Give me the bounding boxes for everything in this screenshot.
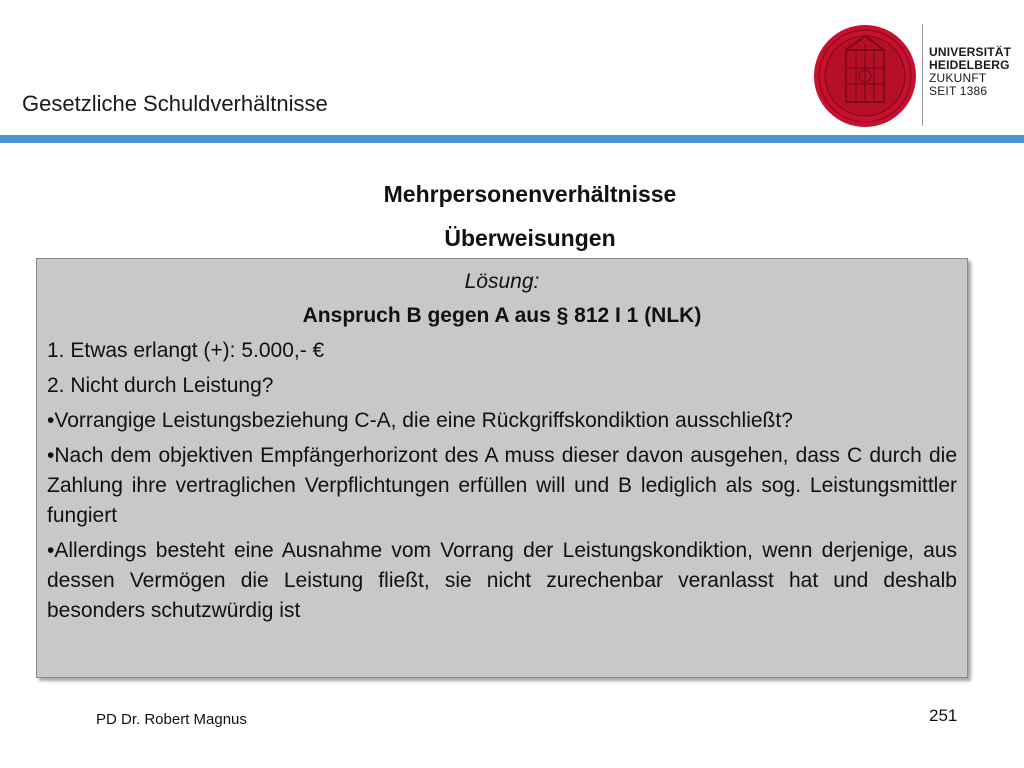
slide-subtitle: Überweisungen <box>444 225 616 251</box>
content-bullet-3: •Allerdings besteht eine Ausnahme vom Vorrang der Leistungskondiktion, wenn derjenige, aus dessen Vermögen die Leistung fließt, sie nicht zurechenbar veranlasst hat und deshalb besonders schutzwürdig ist <box>47 539 957 622</box>
university-seal-icon <box>813 24 917 128</box>
university-logo-text <box>929 46 1011 98</box>
header-accent-bar <box>0 135 1024 143</box>
footer-author: PD Dr. Robert Magnus <box>96 711 247 728</box>
content-bullet-2: •Nach dem objektiven Empfängerhorizont des A muss dieser davon ausgehen, dass C durch die Zahlung ihre vertraglichen Verpflichtungen erfüllen will und B lediglich als sog. Leistungsmittler fungiert <box>47 444 957 527</box>
page-number: 251 <box>929 706 958 725</box>
content-line-2: 2. Nicht durch Leistung? <box>47 374 274 397</box>
logo-line-heidelberg: HEIDELBERG <box>929 58 1010 72</box>
slide-title: Mehrpersonenverhältnisse <box>383 181 677 207</box>
header-title: Gesetzliche Schuldverhältnisse <box>22 91 328 116</box>
content-bullet-1: •Vorrangige Leistungsbeziehung C-A, die eine Rückgriffskondiktion ausschließt? <box>47 409 793 432</box>
content-box <box>36 258 968 678</box>
logo-divider <box>922 24 923 126</box>
content-line-1: 1. Etwas erlangt (+): 5.000,- € <box>47 339 325 362</box>
anspruch-heading: Anspruch B gegen A aus § 812 I 1 (NLK) <box>302 304 702 327</box>
logo-line-seit: SEIT 1386 <box>929 84 988 98</box>
logo-line-universitaet: UNIVERSITÄT <box>929 45 1012 59</box>
logo-line-zukunft: ZUKUNFT <box>929 71 987 85</box>
loesung-label: Lösung: <box>464 270 540 293</box>
